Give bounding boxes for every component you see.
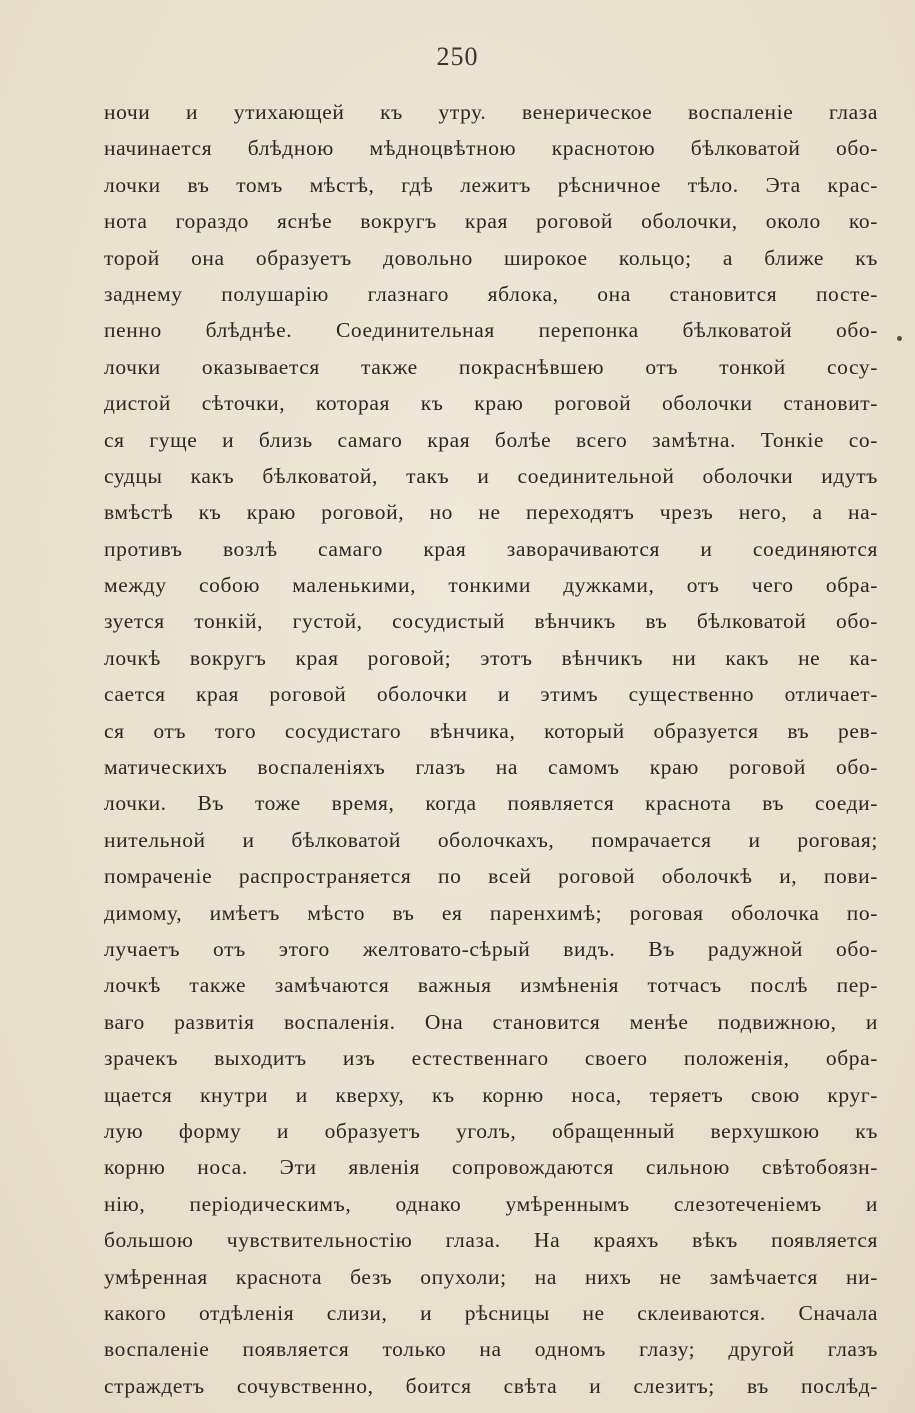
text-line: вмѣстѣ къ краю роговой, но не переходятъ чрезъ него, а на-	[104, 500, 878, 525]
text-line: нію, періодическимъ, однако умѣреннымъ слезотеченіемъ и	[104, 1191, 878, 1216]
text-line: противъ возлѣ самаго края заворачиваются и соединяются	[104, 536, 878, 561]
text-line: умѣренная краснота безъ опухоли; на нихъ не замѣчается ни-	[104, 1264, 878, 1289]
text-line: ночи и утихающей къ утру. венерическое воспаленіе глаза	[104, 100, 878, 124]
text-line: ся гуще и близь самаго края болѣе всего замѣтна. Тонкіе со-	[104, 427, 878, 452]
body-text	[104, 94, 878, 1404]
text-line: лочки. Въ тоже время, когда появляется краснота въ соеди-	[104, 791, 878, 816]
text-line: сается края роговой оболочки и этимъ существенно отличает-	[104, 682, 878, 707]
text-line: зуется тонкій, густой, сосудистый вѣнчикъ въ бѣлковатой обо-	[104, 609, 878, 634]
text-line: пенно блѣднѣе. Соединительная перепонка бѣлковатой обо-	[104, 318, 878, 343]
margin-ink-dot	[897, 336, 902, 341]
text-line: между собою маленькими, тонкими дужками, отъ чего обра-	[104, 573, 878, 598]
text-line: помраченіе распространяется по всей роговой оболочкѣ и, пови-	[104, 864, 878, 889]
text-line: щается кнутри и кверху, къ корню носа, теряетъ свою круг-	[104, 1082, 878, 1107]
text-line: корню носа. Эти явленія сопровождаются сильною свѣтобоязн-	[104, 1155, 878, 1180]
text-line: какого отдѣленія слизи, и рѣсницы не склеиваются. Сначала	[104, 1300, 878, 1325]
text-line: лучаетъ отъ этого желтовато-сѣрый видъ. Въ радужной обо-	[104, 936, 878, 961]
text-line: димому, имѣетъ мѣсто въ ея паренхимѣ; роговая оболочка по-	[104, 900, 878, 925]
text-line: большою чувствительностію глаза. На краяхъ вѣкъ появляется	[104, 1228, 878, 1253]
text-line: дистой сѣточки, которая къ краю роговой оболочки становит-	[104, 391, 878, 416]
text-line: матическихъ воспаленіяхъ глазъ на самомъ краю роговой обо-	[104, 755, 878, 780]
text-line: начинается блѣдною мѣдноцвѣтною краснотою бѣлковатой обо-	[104, 136, 878, 161]
text-line: зрачекъ выходитъ изъ естественнаго своего положенія, обра-	[104, 1046, 878, 1071]
text-line: нота гораздо яснѣе вокругъ края роговой оболочки, около ко-	[104, 209, 878, 234]
page-number: 250	[436, 42, 479, 71]
text-line: лочки оказывается также покраснѣвшею отъ тонкой сосу-	[104, 354, 878, 379]
text-line: лую форму и образуетъ уголъ, обращенный верхушкою къ	[104, 1118, 878, 1143]
text-line: воспаленіе появляется только на одномъ глазу; другой глазъ	[104, 1337, 878, 1362]
text-line: торой она образуетъ довольно широкое кольцо; а ближе къ	[104, 245, 878, 270]
text-line: лочкѣ также замѣчаются важныя измѣненія тотчасъ послѣ пер-	[104, 973, 878, 998]
text-line: ваго развитія воспаленія. Она становится менѣе подвижною, и	[104, 1009, 878, 1034]
text-line: лочки въ томъ мѣстѣ, гдѣ лежитъ рѣсничное тѣло. Эта крас-	[104, 172, 878, 197]
text-line: лочкѣ вокругъ края роговой; этотъ вѣнчикъ ни какъ не ка-	[104, 645, 878, 670]
text-line: судцы какъ бѣлковатой, такъ и соединительной оболочки идутъ	[104, 463, 878, 488]
text-line: страждетъ сочувственно, боится свѣта и слезитъ; въ послѣд-	[104, 1373, 878, 1398]
text-line: нительной и бѣлковатой оболочкахъ, помрачается и роговая;	[104, 827, 878, 852]
text-line: заднему полушарію глазнаго яблока, она становится посте-	[104, 281, 878, 306]
text-line: ся отъ того сосудистаго вѣнчика, который образуется въ рев-	[104, 718, 878, 743]
